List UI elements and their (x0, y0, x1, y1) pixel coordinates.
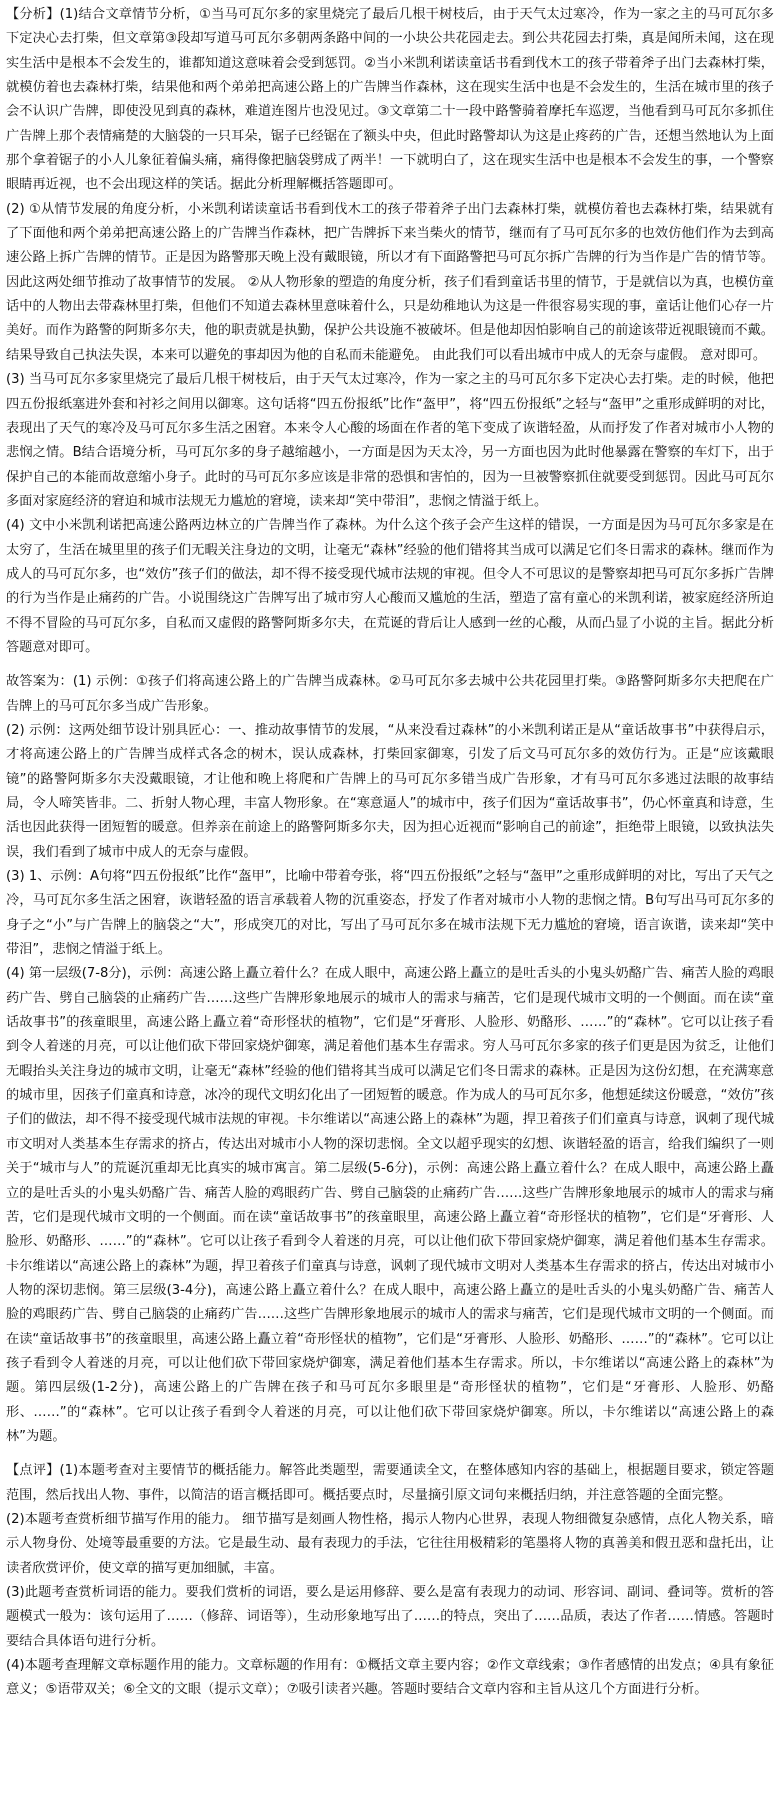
answer-paragraph-4: (4) 第一层级(7-8分)，示例：高速公路上矗立着什么？在成人眼中，高速公路上矗立的是吐舌头的小鬼头奶酪广告、痛苦人脸的鸡眼药广告、劈自己脑袋的止痛药广告……这些广告牌形象地展示的城市人的需求与痛苦，它们是现代城市文明的一个侧面。而在读“童话故事书”的孩童眼里，高速公路上矗立着“奇形怪状的植物”，它们是“牙膏形、人脸形、奶酪形、……”的“森林”。它可以让孩子看到令人着迷的月亮，可以让他们砍下带回家烧炉御寒，满足着他们基本生存需求。穷人马可瓦尔多家的孩子们更是因为贫乏，让他们无暇抬头关注身边的城市文明，让毫无“森林”经验的他们错将其当成可以满足它们冬日需求的森林。正是因为这份幻想，在充满寒意的城市里，因孩子们童真和诗意，冰冷的现代文明幻化出了一团短暂的暖意。作为成人的马可瓦尔多，他想延续这份暖意，“效仿”孩子们的做法，却不得不接受现代城市法规的审视。卡尔维诺以“高速公路上的森林”为题，捍卫着孩子们们童真与诗意，讽刺了现代城市文明对人类基本生存需求的挤占，传达出对城市小人物的深切悲悯。全文以超乎现实的幻想、诙谐轻盈的语言，给我们编织了一则关于“城市与人”的荒诞沉重却无比真实的城市寓言。第二层级(5-6分)，示例：高速公路上矗立着什么？在成人眼中，高速公路上矗立的是吐舌头的小鬼头奶酪广告、痛苦人脸的鸡眼药广告、劈自己脑袋的止痛药广告……这些广告牌形象地展示的城市人的需求与痛苦，它们是现代城市文明的一个侧面。而在读“童话故事书”的孩童眼里，高速公路上矗立着“奇形怪状的植物”，它们是“牙膏形、人脸形、奶酪形、……”的“森林”。它可以让孩子看到令人着迷的月亮，可以让他们砍下带回家烧炉御寒，满足着他们基本生存需求。卡尔维诺以“高速公路上的森林”为题，捍卫着孩子们童真与诗意，讽刺了现代城市文明对人类基本生存需求的挤占，传达出对城市小人物的深切悲悯。第三层级(3-4分)，高速公路上矗立着什么？在成人眼中，高速公路上矗立的是吐舌头的小鬼头奶酪广告、痛苦人脸的鸡眼药广告、劈自己脑袋的止痛药广告……这些广告牌形象地展示的城市人的需求与痛苦，它们是现代城市文明的一个侧面。而在读“童话故事书”的孩童眼里，高速公路上矗立着“奇形怪状的植物”，它们是“牙膏形、人脸形、奶酪形、……”的“森林”。它可以让孩子看到令人着迷的月亮，可以让他们砍下带回家烧炉御寒，满足着他们基本生存需求。所以，卡尔维诺以“高速公路上的森林”为题。第四层级(1-2分)，高速公路上的广告牌在孩子和马可瓦尔多眼里是“奇形怪状的植物”，它们是“牙膏形、人脸形、奶酪形、……”的“森林”。它可以让孩子看到令人着迷的月亮，可以让他们砍下带回家烧炉御寒。所以，卡尔维诺以“高速公路上的森林”为题。 (6, 966, 774, 1444)
analysis-paragraph-4: (4) 文中小米凯利诺把高速公路两边林立的广告牌当作了森林。为什么这个孩子会产生这样的错误，一方面是因为马可瓦尔多家是在太穷了，生活在城里里的孩子们无暇关注身边的文明，让毫无“森林”经验的他们错将其当成可以满足它们冬日需求的森林。继而作为成人的马可瓦尔多，也“效仿”孩子们的做法，却不得不接受现代城市法规的审视。但令人不可思议的是警察却把马可瓦尔多拆广告牌的行为当作是止痛药的广告。小说围绕这广告牌写出了城市穷人心酸而又尴尬的生活，塑造了富有童心的米凯利诺，被家庭经济所迫不得不冒险的马可瓦尔多，自私而又虚假的路警阿斯多尔夫，在荒诞的背后让人感到一丝的心酸，从而凸显了小说的主旨。据此分析答题意对即可。 (6, 518, 774, 655)
answer-paragraph-1: 故答案为：(1) 示例：①孩子们将高速公路上的广告牌当成森林。②马可瓦尔多去城中公共花园里打柴。③路警阿斯多尔夫把爬在广告牌上的马可瓦尔多当成广告形象。 (6, 674, 774, 714)
comment-paragraph-4: (4)本题考查理解文章标题作用的能力。文章标题的作用有：①概括文章主要内容；②作文章线索；③作者感情的出发点；④具有象征意义；⑤语带双关；⑥全文的文眼（提示文章）；⑦吸引读者兴趣。答题时要结合文章内容和主旨从这几个方面进行分析。 (6, 1658, 774, 1698)
comment-paragraph-2: (2)本题考查赏析细节描写作用的能力。 细节描写是刻画人物性格，揭示人物内心世界，表现人物细微复杂感情，点化人物关系，暗示人物身份、处境等最重要的方法。它是最生动、最有表现力的手法，它往往用极精彩的笔墨将人物的真善美和假丑恶和盘托出，让读者欣赏评价，使文章的描写更加细腻，丰富。 (6, 1511, 774, 1576)
analysis-paragraph-1: 【分析】(1)结合文章情节分析，①当马可瓦尔多的家里烧完了最后几根干树枝后，由于天气太过寒冷，作为一家之主的马可瓦尔多下定决心去打柴，但文章第③段却写道马可瓦尔多朝两条路中间的一小块公共花园走去。到公共花园去打柴，真是闻所未闻，这在现实生活中是根本不会发生的，谁都知道这意味着会受到惩罚。②当小米凯利诺读童话书看到伐木工的孩子带着斧子出门去森林打柴，就模仿着也去森林打柴，结果他和两个弟弟把高速公路上的广告牌当作森林，这在现实生活中也是不会发生的，生活在城市里的孩子会不认识广告牌，即使没见到真的森林，难道连图片也没见过。③文章第二十一段中路警骑着摩托车巡逻，当他看到马可瓦尔多抓住广告牌上那个表情痛楚的大脑袋的一只耳朵，锯子已经锯在了额头中央，但此时路警却认为这是止疼药的广告，还想当然地认为上面那个拿着锯子的小人儿象征着偏头痛，痛得像把脑袋劈成了两半！一下就明白了，这在现实生活中也是根本不会发生的事，一个警察眼睛再近视，也不会出现这样的笑话。据此分析理解概括答题即可。 (6, 7, 774, 193)
section-gap (6, 660, 774, 670)
analysis-paragraph-2: (2) ①从情节发展的角度分析，小米凯利诺读童话书看到伐木工的孩子带着斧子出门去森林打柴，就模仿着也去森林打柴，结果就有了下面他和两个弟弟把高速公路上的广告牌当作森林，把广告牌拆下来当柴火的情节，继而有了马可瓦尔多的也效仿他们作为去到高速公路上拆广告牌的情节。正是因为路警那天晚上没有戴眼镜，所以才有下面路警把马可瓦尔拆广告牌的行为当作是广告的情节等。因此这两处细节推动了故事情节的发展。 ②从人物形象的塑造的角度分析，孩子们看到童话书里的情节，于是就信以为真，也模仿童话中的人物出去带森林里打柴，但他们不知道去森林里意味着什么，只是幼稚地认为这是一件很容易实现的事，童话让他们心存一片美好。而作为路警的阿斯多尔夫，他的职责就是执勤，保护公共设施不被破坏。但是他却因怕影响自己的前途该带近视眼镜而不戴。结果导致自己执法失误，本来可以避免的事却因为他的自私而未能避免。 由此我们可以看出城市中成人的无奈与虚假。 意对即可。 (6, 201, 774, 363)
answer-section (6, 670, 774, 1449)
analysis-paragraph-3: (3) 当马可瓦尔多家里烧完了最后几根干树枝后，由于天气太过寒冷，作为一家之主的马可瓦尔多下定决心去打柴。走的时候，他把四五份报纸塞进外套和衬衫之间用以御寒。这句话将“四五份报纸”比作“盔甲”，将“四五份报纸”之轻与“盔甲”之重形成鲜明的对比，表现出了天气的寒冷及马可瓦尔多生活之困窘。本来令人心酸的场面在作者的笔下变成了诙谐轻盈，从而抒发了作者对城市小人物的悲悯之情。B结合语境分析，马可瓦尔多的身子越缩越小，一方面是因为天太冷，另一方面也因为此时他暴露在警察的车灯下，出于保护自己的本能而故意缩小身子。此时的马可瓦尔多应该是非常的恐惧和害怕的，因为一旦被警察抓住就要受到惩罚。因此马可瓦尔多面对家庭经济的窘迫和城市法规无力尴尬的窘境，读来却“笑中带泪”，悲悯之情溢于纸上。 (6, 372, 774, 509)
comment-paragraph-1: 【点评】(1)本题考查对主要情节的概括能力。解答此类题型，需要通读全文，在整体感知内容的基础上，根据题目要求，锁定答题范围，然后找出人物、事件，以简洁的语言概括即可。概括要点时，尽量摘引原文词句来概括归纳，并注意答题的全面完整。 (6, 1463, 774, 1503)
analysis-section (6, 3, 774, 660)
comment-paragraph-3: (3)此题考查赏析词语的能力。要我们赏析的词语，要么是运用修辞、要么是富有表现力的动词、形容词、副词、叠词等。赏析的答题模式一般为：该句运用了……（修辞、词语等），生动形象地写出了……的特点，突出了……品质，表达了作者……情感。答题时要结合具体语句进行分析。 (6, 1585, 774, 1649)
answer-paragraph-2: (2) 示例：这两处细节设计别具匠心：一、推动故事情节的发展，“从来没看过森林”的小米凯利诺正是从“童话故事书”中获得启示，才将高速公路上的广告牌当成样式各念的树木，误认成森林，打柴回家御寒，引发了后文马可瓦尔多的效仿行为。正是“应该戴眼镜”的路警阿斯多尔夫没戴眼镜，才让他和晚上将爬和广告牌上的马可瓦尔多错当成广告形象，才有马可瓦尔多逃过法眼的故事结局，令人啼笑皆非。二、折射人物心理，丰富人物形象。在“寒意逼人”的城市中，孩子们因为“童话故事书”，仍心怀童真和诗意，生活也因此获得一团短暂的暖意。但养亲在前途上的路警阿斯多尔夫，因为担心近视而“影响自己的前途”，拒绝带上眼镜，以致执法失误，我们看到了城市中成人的无奈与虚假。 (6, 722, 774, 860)
answer-paragraph-3: (3) 1、示例：A句将“四五份报纸”比作“盔甲”，比喻中带着夸张，将“四五份报纸”之轻与“盔甲”之重形成鲜明的对比，写出了天气之冷，马可瓦尔多生活之困窘，诙谐轻盈的语言承载着人物的沉重姿态，抒发了作者对城市小人物的悲悯之情。B句写出马可瓦尔多的身子之“小”与广告牌上的脑袋之“大”，形成突兀的对比，写出了马可瓦尔多在城市法规下无力尴尬的窘境，语言诙谐，读来却“笑中带泪”，悲悯之情溢于纸上。 (6, 869, 774, 958)
section-gap (6, 1449, 774, 1459)
comment-section (6, 1459, 774, 1702)
